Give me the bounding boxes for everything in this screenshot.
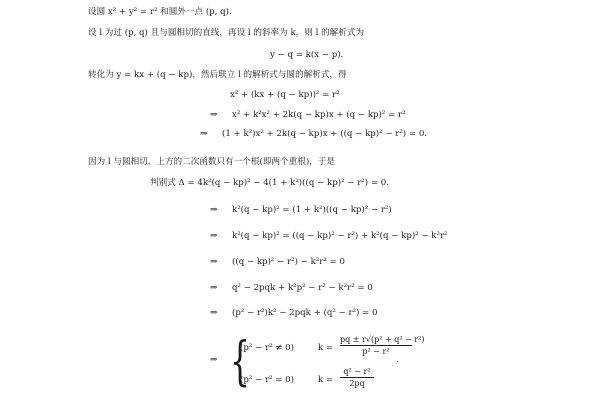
case1-k-equals: k = <box>318 343 334 353</box>
case2-numerator: q² − r² <box>340 366 374 378</box>
implies-arrow: ⇒ <box>210 257 218 267</box>
combined-equation: x² + (kx + (q − kp))² = r² <box>230 90 340 100</box>
tangent-condition-text: 因为 l 与圆相切，上方的二次函数只有一个根(即两个重根)，于是 <box>88 157 335 167</box>
case1-condition: (p² − r² ≠ 0) <box>240 343 295 353</box>
case1-numerator: pq ± r√(p² + q² − r²) <box>340 335 425 344</box>
step-equation-2: k²(q − kp)² = ((q − kp)² − r²) + k²(q − kp)² − k²r² <box>232 231 448 241</box>
implies-arrow: ⇒ <box>210 283 218 293</box>
implies-arrow: ⇒ <box>210 355 218 365</box>
intro-line: 设圆 x² + y² = r² 和圆外一点 (p, q). <box>88 7 232 17</box>
case2-k-equals: k = <box>318 375 334 385</box>
step-equation-1: k²(q − kp)² = (1 + k²)((q − kp)² − r²) <box>232 205 392 215</box>
implies-arrow: ⇒ <box>210 308 218 318</box>
implies-arrow: ⇒ <box>210 110 218 120</box>
discriminant-equation: 判别式 Δ = 4k²(q − kp)² − 4(1 + k²)((q − kp)² − r²) = 0. <box>150 178 389 188</box>
period-mark: . <box>396 355 399 365</box>
step-equation-3: ((q − kp)² − r²) − k²r² = 0 <box>232 257 345 267</box>
implies-arrow: ⇒ <box>200 129 208 139</box>
line-equation: y − q = k(x − p). <box>270 50 344 60</box>
case2-condition: (p² − r² = 0) <box>240 375 295 385</box>
quadratic-equation: (1 + k²)x² + 2k(q − kp)x + ((q − kp)² − r²) = 0. <box>222 129 428 139</box>
cases-brace: { <box>230 332 250 392</box>
step-equation-4: q² − 2pqk + k²p² − r² − k²r² = 0 <box>232 283 373 293</box>
step-equation-5: (p² − r²)k² − 2pqk + (q² − r²) = 0 <box>232 308 378 318</box>
implies-arrow: ⇒ <box>210 205 218 215</box>
case1-denominator: p² − r² <box>362 347 390 356</box>
substitution-text: 转化为 y = kx + (q − kp)，然后联立 l 的解析式与圆的解析式，得 <box>88 70 347 80</box>
expanded-equation: x² + k²x² + 2k(q − kp)x + (q − kp)² = r² <box>232 110 406 120</box>
implies-arrow: ⇒ <box>210 231 218 241</box>
case2-denominator: 2pq <box>349 379 365 388</box>
tangent-line-setup: 设 l 为过 (p, q) 且与圆相切的直线，再设 l 的斜率为 k，则 l 的解析式为 <box>88 28 365 38</box>
